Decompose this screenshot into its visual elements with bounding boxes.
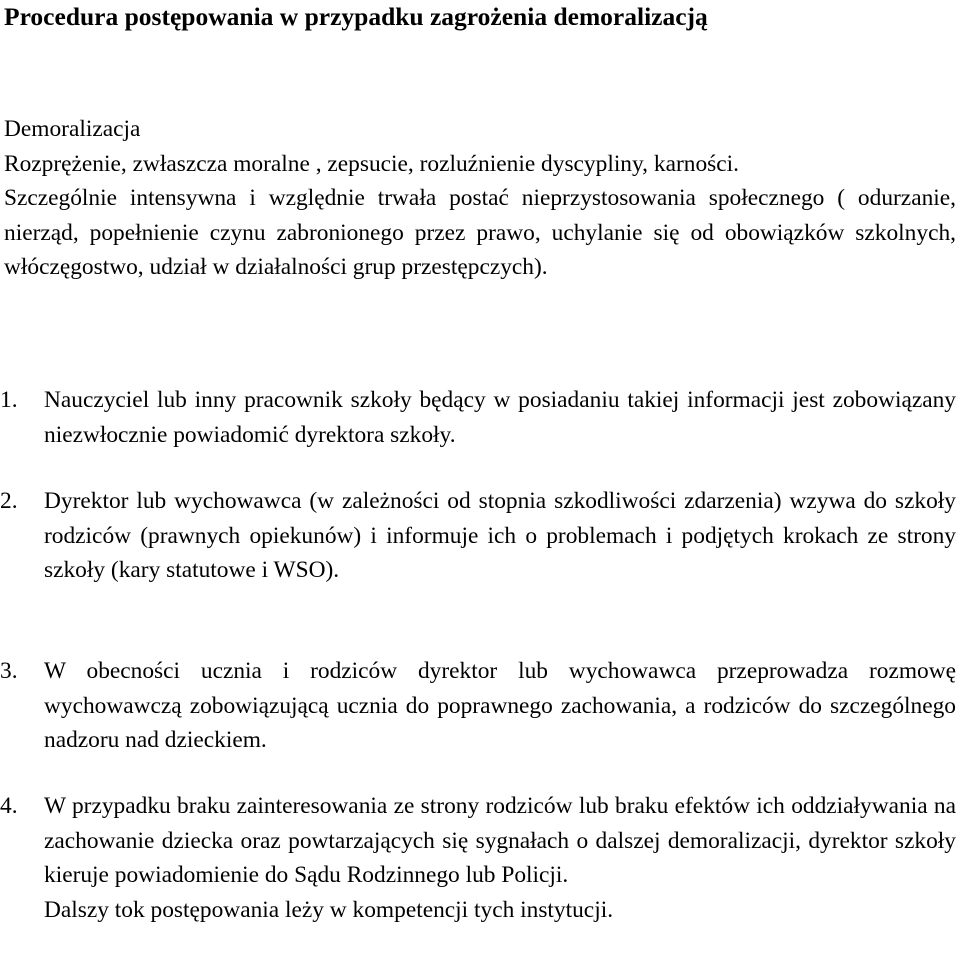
step-text: W przypadku braku zainteresowania ze strony rodziców lub braku efektów ich oddziaływania na zachowanie dziecka oraz powtarzających się sygnałach o dalszej demoralizacji, dyrektor szkoły kieruje powiadomienie do Sądu Rodzinnego lub Policji. [44,793,956,889]
step-number: 2. [0,488,18,514]
procedure-step-4 [0,789,956,927]
step-continuation-text: Dalszy tok postępowania leży w kompetencji tych instytucji. [44,896,614,923]
procedure-step-1 [0,383,956,452]
procedure-step-2 [0,484,956,588]
step-number: 4. [0,793,18,819]
step-text: W obecności ucznia i rodziców dyrektor lub wychowawca przeprowadza rozmowę wychowawczą zobowiązującą ucznia do poprawnego zachowania, a rodziców do szczególnego nadzoru nad dzieckiem. [44,658,956,754]
definition-paragraph: Szczególnie intensywna i względnie trwała postać nieprzystosowania społecznego ( odurzanie, nierząd, popełnienie czynu zabronionego przez prawo, uchylanie się od obowiązków szkolnych, włóczęgostwo, udział w działalności grup przestępczych). [4,185,956,281]
definition-line: Rozprężenie, zwłaszcza moralne , zepsucie, rozluźnienie dyscypliny, karności. [4,150,739,177]
document-title: Procedura postępowania w przypadku zagrożenia demoralizacją [4,2,708,31]
step-text: Nauczyciel lub inny pracownik szkoły będący w posiadaniu takiej informacji jest zobowiązany niezwłocznie powiadomić dyrektora szkoły. [44,387,956,448]
step-number: 3. [0,658,18,684]
step-number: 1. [0,387,18,413]
procedure-step-3 [0,654,956,758]
definition-term: Demoralizacja [4,116,141,142]
step-text: Dyrektor lub wychowawca (w zależności od stopnia szkodliwości zdarzenia) wzywa do szkoły rodziców (prawnych opiekunów) i informuje ich o problemach i podjętych krokach ze strony szkoły (kary statutowe i WSO). [44,488,956,584]
definition-section [4,112,956,285]
